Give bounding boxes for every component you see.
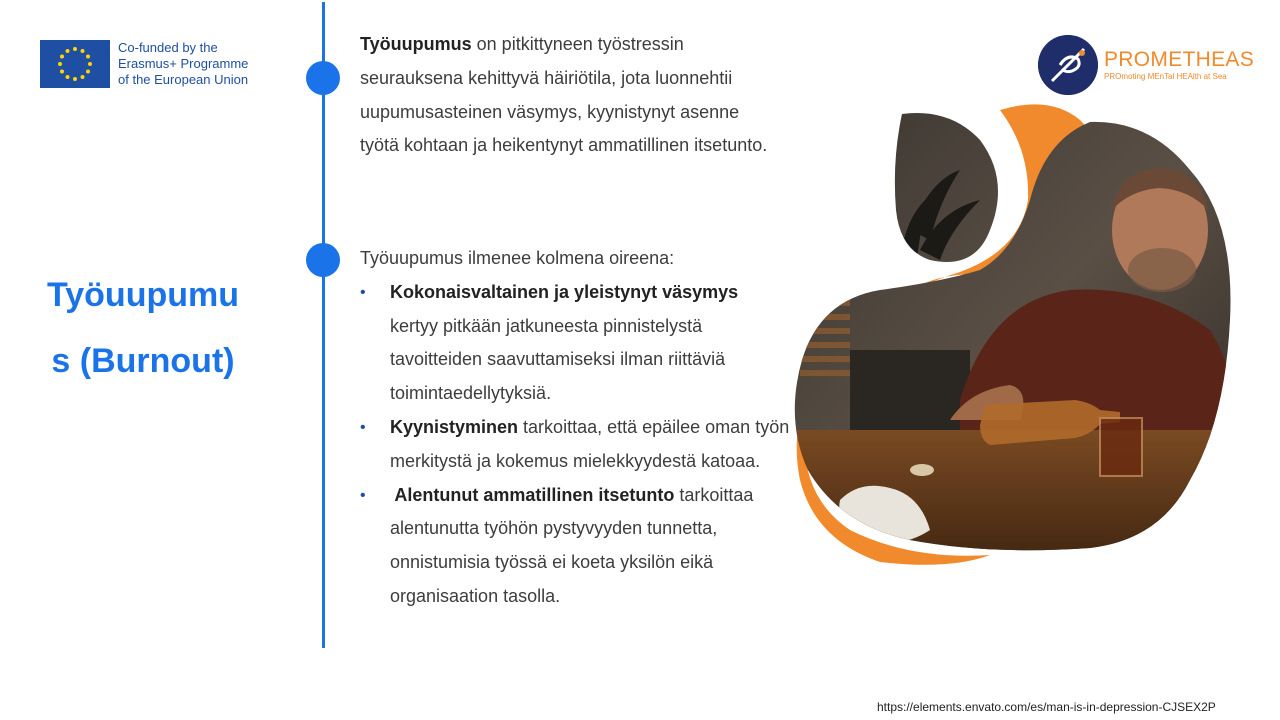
eu-text-line3: of the European Union xyxy=(118,72,249,87)
list-item-text: tarkoittaa alentunutta työhön pystyvyyden tunnetta, onnistumisia työssä ei koeta yksilön eikä organisaation tasolla. xyxy=(390,484,754,606)
timeline-line xyxy=(322,2,325,648)
bullet-icon: • xyxy=(360,418,366,436)
bullet-icon: • xyxy=(360,283,366,301)
prometheas-name: PROMETHEAS xyxy=(1104,48,1255,71)
list-item xyxy=(360,276,790,411)
symptoms-section xyxy=(360,242,790,614)
eu-flag-icon xyxy=(40,40,110,88)
eu-text-line2: Erasmus+ Programme xyxy=(118,56,249,71)
symptoms-list xyxy=(360,276,790,614)
slide-title-line1: Työuupumu xyxy=(47,276,239,314)
definition-term: Työuupumus xyxy=(360,34,472,54)
definition-paragraph xyxy=(360,28,780,163)
prometheas-tagline: PROmoting MEnTal HEAlth at Sea xyxy=(1104,72,1227,81)
bullet-icon: • xyxy=(360,486,366,504)
slide-title-line2: s (Burnout) xyxy=(51,342,235,380)
prometheas-wordmark xyxy=(1104,48,1254,82)
slide-title xyxy=(20,262,266,394)
timeline-dot xyxy=(306,61,340,95)
list-item-text: tarkoittaa, että epäilee oman työn merkitystä ja kokemus mielekkyydestä katoaa. xyxy=(390,416,790,471)
prometheas-logo xyxy=(1038,35,1254,95)
list-item-term: Kyynistyminen xyxy=(390,416,519,437)
symptoms-intro: Työuupumus ilmenee kolmena oireena: xyxy=(360,248,675,268)
eu-funding-text xyxy=(118,40,248,88)
list-item xyxy=(360,479,790,614)
list-item xyxy=(360,411,790,479)
depressed-man-photo xyxy=(790,100,1240,570)
list-item-term: Alentunut ammatillinen itsetunto xyxy=(390,484,675,505)
list-item-text: kertyy pitkään jatkuneesta pinnistelystä tavoitteiden saavuttamiseksi ilman riittäviä toimintaedellytyksiä. xyxy=(390,315,726,404)
eu-text-line1: Co-funded by the xyxy=(118,40,218,55)
prometheas-emblem-icon xyxy=(1038,35,1098,95)
eu-erasmus-logo xyxy=(40,40,248,88)
timeline-dot xyxy=(306,243,340,277)
list-item-term: Kokonaisvaltainen ja yleistynyt väsymys xyxy=(390,281,739,302)
definition-text: on pitkittyneen työstressin seurauksena kehittyvä häiriötila, jota luonnehtii uupumusasteinen väsymys, kyynistynyt asenne työtä kohtaan ja heikentynyt ammatillinen itsetunto. xyxy=(360,34,768,156)
image-credit-link[interactable]: https://elements.envato.com/es/man-is-in-depression-CJSEX2P xyxy=(877,700,1216,714)
